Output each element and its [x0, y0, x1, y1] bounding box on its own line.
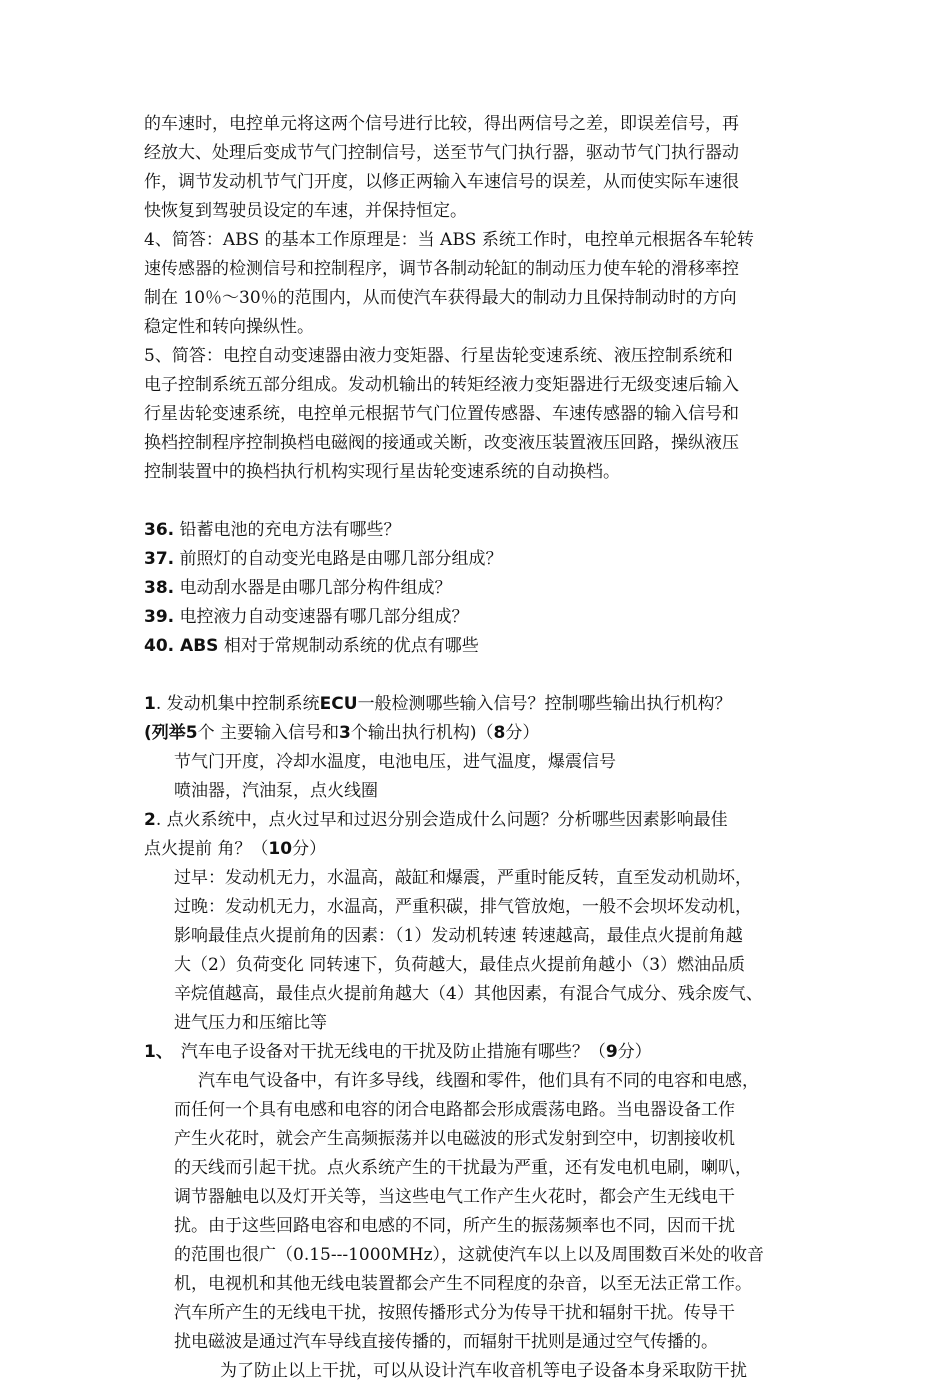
answer-line: 机，电视机和其他无线电装置都会产生不同程度的杂音，以至无法正常工作。 [174, 1274, 752, 1294]
question-text: 个输出执行机构) [350, 723, 477, 743]
question-text: 电动刮水器是由哪几部分构件组成？ [179, 578, 452, 598]
question-number: 40. ABS [144, 636, 219, 656]
answer-line: 调节器触电以及灯开关等，当这些电气工作产生火花时，都会产生无线电干 [174, 1187, 735, 1207]
answer-line: 产生火花时，就会产生高频振荡并以电磁波的形式发射到空中，切割接收机 [174, 1129, 735, 1149]
answer-line: 汽车所产生的无线电干扰，按照传播形式分为传导干扰和辐射干扰。传导干 [174, 1303, 735, 1323]
answer-line: 换档控制程序控制换档电磁阀的接通或关断，改变液压装置液压回路，操纵液压 [144, 433, 739, 453]
answer-line: 大（2）负荷变化 同转速下，负荷越大，最佳点火提前角越小（3）燃油品质 [174, 955, 746, 975]
answer-line: 快恢复到驾驶员设定的车速，并保持恒定。 [144, 201, 467, 221]
question-number: 2 [144, 810, 156, 830]
answer-line: 汽车电气设备中，有许多导线，线圈和零件，他们具有不同的电容和电感， [198, 1071, 759, 1091]
answer-line: 而任何一个具有电感和电容的闭合电路都会形成震荡电路。当电器设备工作 [174, 1100, 735, 1120]
question-item [144, 574, 814, 603]
answer-line: 制在 10％～30％的范围内，从而使汽车获得最大的制动力且保持制动时的方向 [144, 288, 737, 308]
question-text-bold: 9 [605, 1042, 618, 1062]
question-text: . 发动机集中控制系统 [155, 694, 320, 714]
answer-line: 作，调节发动机节气门开度，以修正两输入车速信号的误差，从而使实际车速很 [144, 172, 739, 192]
answer-line: 进气压力和压缩比等 [174, 1013, 327, 1033]
question-text-bold: ECU [319, 694, 358, 714]
question-heading [144, 806, 814, 835]
answer-line: 喷油器，汽油泵，点火线圈 [174, 781, 378, 801]
question-item [144, 516, 814, 545]
question-text: 分） [617, 1042, 652, 1062]
answer-line: 4、简答：ABS 的基本工作原理是：当 ABS 系统工作时，电控单元根据各车轮转 [144, 230, 754, 250]
answer-line: 行星齿轮变速系统，电控单元根据节气门位置传感器、车速传感器的输入信号和 [144, 404, 739, 424]
answer-line: 扰电磁波是通过汽车导线直接传播的，而辐射干扰则是通过空气传播的。 [174, 1332, 718, 1352]
question-item [144, 545, 814, 574]
answer-line: 辛烷值越高，最佳点火提前角越大（4）其他因素，有混合气成分、残余废气、 [174, 984, 763, 1004]
answer-line: 的车速时，电控单元将这两个信号进行比较，得出两信号之差，即误差信号，再 [144, 114, 739, 134]
question-text: (列举 [144, 723, 186, 743]
question-number: 39. [144, 607, 175, 627]
answer-line: 影响最佳点火提前角的因素：（1）发动机转速 转速越高，最佳点火提前角越 [174, 926, 743, 946]
answer-line: 过晚：发动机无力，水温高，严重积碳，排气管放炮，一般不会坝坏发动机， [174, 897, 752, 917]
spacer [144, 661, 814, 690]
question-item [144, 632, 814, 661]
question-text: 一般检测哪些输入信号？控制哪些输出执行机构？ [357, 694, 732, 714]
question-number: 36. [144, 520, 175, 540]
question-text: 铅蓄电池的充电方法有哪些？ [179, 520, 401, 540]
answer-line: 过早：发动机无力，水温高，敲缸和爆震，严重时能反转，直至发动机勋坏， [174, 868, 752, 888]
question-number: 1、 [144, 1042, 173, 1062]
answer-line: 电子控制系统五部分组成。发动机输出的转矩经液力变矩器进行无级变速后输入 [144, 375, 739, 395]
question-number: 1 [144, 694, 156, 714]
answer-line: 扰。由于这些回路电容和电感的不同，所产生的振荡频率也不同，因而干扰 [174, 1216, 735, 1236]
question-heading [144, 1038, 814, 1067]
answer-line: 稳定性和转向操纵性。 [144, 317, 314, 337]
question-text: 相对于常规制动系统的优点有哪些 [223, 636, 479, 656]
question-text: 个 主要输入信号和 [197, 723, 340, 743]
question-item [144, 603, 814, 632]
question-text: 8 [493, 723, 506, 743]
question-text: 5 [185, 723, 198, 743]
question-text: 分） [505, 723, 540, 743]
answer-line: 速传感器的检测信号和控制程序，调节各制动轮缸的制动压力使车轮的滑移率控 [144, 259, 739, 279]
question-text: 电控液力自动变速器有哪几部分组成？ [179, 607, 469, 627]
question-text: 3 [339, 723, 351, 743]
document-page [144, 110, 814, 1386]
answer-line: 的范围也很广（0.15---1000MHz），这就使汽车以上以及周围数百米处的收音 [174, 1245, 765, 1265]
answer-line: 控制装置中的换档执行机构实现行星齿轮变速系统的自动换档。 [144, 462, 620, 482]
question-heading-cont [144, 719, 814, 748]
question-text: 分） [292, 839, 327, 859]
question-heading [144, 690, 814, 719]
question-number: 37. [144, 549, 175, 569]
question-text: 前照灯的自动变光电路是由哪几部分组成？ [179, 549, 503, 569]
question-heading-cont [144, 835, 814, 864]
answer-line: 为了防止以上干扰，可以从设计汽车收音机等电子设备本身采取防干扰 [220, 1361, 747, 1381]
answer-line: 的天线而引起干扰。点火系统产生的干扰最为严重，还有发电机电刷，喇叭， [174, 1158, 752, 1178]
question-text-bold: 10 [268, 839, 293, 859]
answer-line: 经放大、处理后变成节气门控制信号，送至节气门执行器，驱动节气门执行器动 [144, 143, 739, 163]
question-number: 38. [144, 578, 175, 598]
spacer [144, 487, 814, 516]
question-text: 汽车电子设备对干扰无线电的干扰及防止措施有哪些？（ [180, 1042, 606, 1062]
question-text: . 点火系统中，点火过早和过迟分别会造成什么问题？分析哪些因素影响最佳 [155, 810, 728, 830]
answer-line: 5、简答：电控自动变速器由液力变矩器、行星齿轮变速系统、液压控制系统和 [144, 346, 733, 366]
answer-line: 节气门开度，冷却水温度，电池电压，进气温度，爆震信号 [174, 752, 616, 772]
question-text: 点火提前 角？（ [144, 839, 269, 859]
question-text: （ [476, 723, 494, 743]
